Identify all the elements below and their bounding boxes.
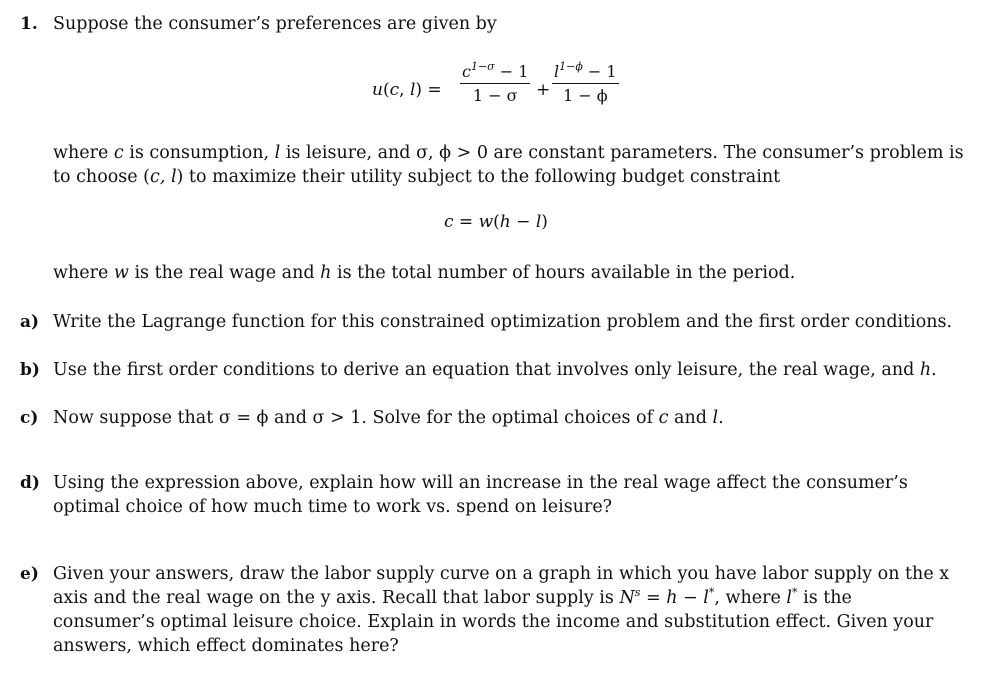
budget-constraint-equation: c = w(h − l) (444, 212, 548, 232)
plus-sign: + (536, 80, 551, 100)
part-a-text: Write the Lagrange function for this constrained optimization problem and the first order conditions. (53, 312, 953, 332)
part-e-line-3: consumer’s optimal leisure choice. Explain in words the income and substitution effect. Given your (53, 612, 934, 632)
utility-equation (372, 62, 672, 122)
part-e-label: e) (20, 564, 39, 584)
part-c-text: Now suppose that σ = ϕ and σ > 1. Solve for the optimal choices of c and l. (53, 408, 724, 428)
question-intro: Suppose the consumer’s preferences are given by (53, 14, 497, 34)
definitions-line-1: where c is consumption, l is leisure, and σ, ϕ > 0 are constant parameters. The consumer’s problem is (53, 143, 964, 163)
part-d-line-1: Using the expression above, explain how will an increase in the real wage affect the consumer’s (53, 473, 908, 493)
budget-definitions: where w is the real wage and h is the total number of hours available in the period. (53, 263, 796, 283)
part-b-label: b) (20, 360, 40, 380)
part-c-label: c) (20, 408, 39, 428)
part-a-label: a) (20, 312, 40, 332)
part-b-text: Use the first order conditions to derive an equation that involves only leisure, the real wage, and h. (53, 360, 937, 380)
part-e-line-1: Given your answers, draw the labor supply curve on a graph in which you have labor supply on the x (53, 564, 950, 584)
fraction-consumption: $\frac{c^{1-\sigma} - 1}{1 - \sigma}$ (462, 60, 529, 105)
question-number: 1. (20, 14, 38, 34)
utility-lhs: u(c, l) = (372, 80, 442, 100)
part-d-line-2: optimal choice of how much time to work vs. spend on leisure? (53, 497, 613, 517)
fraction-leisure: $\frac{l^{1-\phi} - 1}{1 - \phi}$ (554, 60, 617, 105)
part-e-line-4: answers, which effect dominates here? (53, 636, 399, 656)
part-e-line-2: axis and the real wage on the y axis. Recall that labor supply is $N^s = h - l^*$, where l* is the (53, 586, 852, 608)
part-d-label: d) (20, 473, 40, 493)
definitions-line-2: to choose (c, l) to maximize their utility subject to the following budget constraint (53, 167, 781, 187)
